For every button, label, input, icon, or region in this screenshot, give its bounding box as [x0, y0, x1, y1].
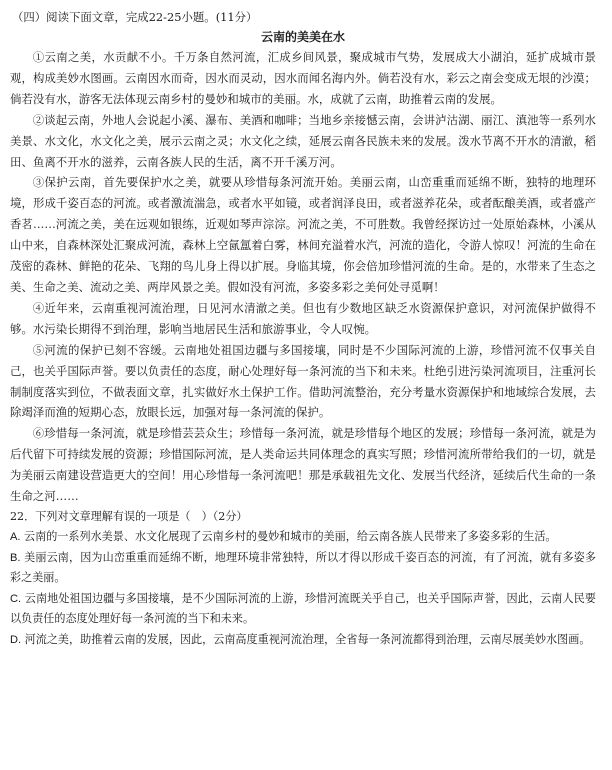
option-c: [10, 589, 596, 630]
paragraph-4: ④近年来，云南重视河流治理，日见河水清澈之美。但也有少数地区缺乏水资源保护意识，对河流保护做得不够。水污染长期得不到治理，影响当地居民生活和旅游事业，令人叹惋。: [10, 300, 596, 336]
option-letter: C.: [10, 592, 22, 605]
option-text: 云南的一系列水美景、水文化展现了云南乡村的曼妙和城市的美丽，给云南各族人民带来了多姿多彩的生活。: [24, 530, 557, 544]
option-a: [10, 527, 596, 548]
option-d: [10, 630, 596, 651]
option-text: 河流之美，助推着云南的发展，因此，云南高度重视河流治理，全省每一条河流都得到治理，云南尽展美妙水图画。: [24, 632, 591, 646]
paragraph-6: ⑥珍惜每一条河流，就是珍惜芸芸众生；珍惜每一条河流，就是珍惜每个地区的发展；珍惜每一条河流，就是为后代留下可持续发展的资源；珍惜国际河流，是人类命运共同体理念的真实写照；珍惜河流所带给我们的一切，就是为美丽云南建设营造更大的空间！用心珍惜每一条河流吧！那是承载祖先文化、发展当代经济，延续后代生命的一条生命之河……: [10, 426, 596, 504]
option-text: 美丽云南，因为山峦重重而延绵不断，地理环境非常独特，所以才得以形成千姿百态的河流，有了河流，就有多姿多彩之美丽。: [10, 550, 596, 585]
paragraph-5: ⑤河流的保护已刻不容缓。云南地处祖国边疆与多国接壤，同时是不少国际河流的上游，珍惜河流不仅事关自己，也关乎国际声誉。要以负责任的态度，耐心处理好每一条河流的当下和未来。杜绝引进污染河流项目，注重河长制制度落实到位，不做表面文章，扎实做好水土保护工作。借助河流整治，充分考量水资源保护和地域综合发展，去除竭泽而渔的短期心态，放眼长远，加强对每一条河流的保护。: [10, 342, 596, 420]
paragraph-2: ②谈起云南，外地人会说起小溪、瀑布、美酒和咖啡；当地乡亲接憾云南，会讲泸沽湖、丽江、滇池等一系列水美景、水文化，水文化之美，展示云南之灵；水文化之续，延展云南各民族未来的发展。泼水节离不开水的清澈，稻田、鱼离不开水的滋养，云南各族人民的生活，离不开千溪万河。: [10, 112, 596, 169]
section-header: （四）阅读下面文章，完成22-25小题。(11分）: [12, 10, 258, 24]
paragraph-1: ①云南之美，水贡献不小。千万条自然河流，汇成乡间风景，聚成城市气势，发展成大小湖泊，延扩成城市景观，构成美妙水图画。云南因水而奇，因水而灵动，因水而闻名海内外。倘若没有水，彩云之南会变成无垠的沙漠；倘若没有水，游客无法体现云南乡村的曼妙和城市的美丽。水，成就了云南，助推着云南的发展。: [10, 50, 596, 106]
option-text: 云南地处祖国边疆与多国接壤，是不少国际河流的上游，珍惜河流既关乎自己，也关乎国际声誉，因此，云南人民要以负责任的态度处理好每一条河流的当下和未来。: [10, 591, 596, 626]
option-letter: D.: [10, 633, 22, 646]
paragraph-3: ③保护云南，首先要保护水之美，就要从珍惜每条河流开始。美丽云南，山峦重重而延绵不断，独特的地理环境，形成千姿百态的河流。或者激流湍急，或者水平如镜，或者润泽良田，或者滋养花朵，或者酝酿美酒，或者盛产香茗……河流之美，美在远观如银练，近观如琴声淙淙。河流之美，不可胜数。我曾经探访过一处原始森林，小溪从山中来，自森林深处汇聚成河流，森林上空氤氲着白雾，林间充溢着水汽，河流的造化，令游人惊叹！河流的生命在茂密的森林、鲜艳的花朵、飞翔的鸟儿身上得以扩展。身临其境，你会倍加珍惜河流的生命。是的，水带来了生态之美、生命之美、流动之美、两岸风景之美。假如没有河流，多姿多彩之美何处寻觅啊！: [10, 175, 596, 294]
option-letter: A.: [10, 531, 21, 544]
option-b: [10, 548, 596, 589]
article-title: 云南的美美在水: [260, 30, 345, 44]
question-stem: 22．下列对文章理解有误的一项是（ ）（2分）: [10, 509, 248, 523]
option-letter: B.: [10, 551, 21, 564]
